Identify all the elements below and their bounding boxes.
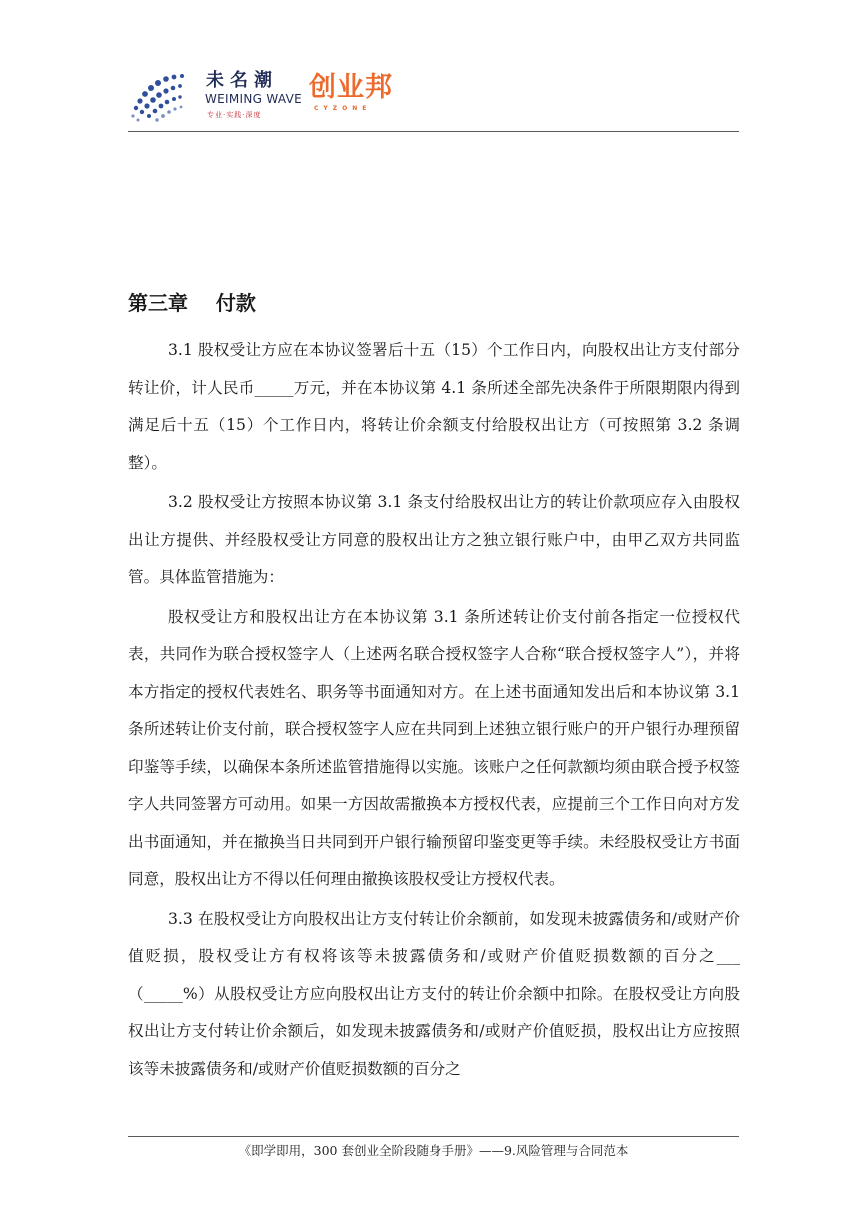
header-divider <box>128 131 739 132</box>
paragraph-supervision-measures: 股权受让方和股权出让方在本协议第 3.1 条所述转让价支付前各指定一位授权代表，共同作为联合授权签字人（上述两名联合授权签字人合称“联合授权签字人”），并将本方指定的授权代表姓名、职务等书面通知对方。在上述书面通知发出后和本协议第 3.1 条所述转让价支付前，联合授权签字人应在共同到上述独立银行账户的开户银行办理预留印鉴等手续，以确保本条所述监管措施得以实施。该账户之任何款额均须由联合授予权签字人共同签署方可动用。如果一方因故需撤换本方授权代表，应提前三个工作日向对方发出书面通知，并在撤换当日共同到开户银行输预留印鉴变更等手续。未经股权受让方书面同意，股权出让方不得以任何理由撤换该股权受让方授权代表。 <box>128 607 740 888</box>
weiming-wave-logo-icon <box>128 66 190 126</box>
partner-logo-subtext: CYZONE <box>314 105 372 112</box>
page-header <box>128 62 739 132</box>
brand-english-name: WEIMING WAVE <box>205 92 303 106</box>
document-body <box>128 286 740 1090</box>
brand-chinese-name: 未名潮 <box>206 70 278 91</box>
chapter-title: 第三章 付款 <box>128 291 256 315</box>
paragraph-3-2: 3.2 股权受让方按照本协议第 3.1 条支付给股权出让方的转让价款项应存入由股权出让方提供、并经股权受让方同意的股权出让方之独立银行账户中，由甲乙双方共同监管。具体监管措施为： <box>128 493 740 586</box>
page-footer: 《即学即用，300 套创业全阶段随身手册》——9.风险管理与合同范本 <box>238 1143 629 1158</box>
footer-divider <box>128 1136 739 1137</box>
paragraph-3-1: 3.1 股权受让方应在本协议签署后十五（15）个工作日内，向股权出让方支付部分转让价，计人民币_____万元，并在本协议第 4.1 条所述全部先决条件于所限期限内得到满足后十五（15）个工作日内，将转让价余额支付给股权出让方（可按照第 3.2 条调整）。 <box>128 341 740 472</box>
partner-logo-text: 创业邦 <box>309 72 393 103</box>
paragraph-3-3: 3.3 在股权受让方向股权出让方支付转让价余额前，如发现未披露债务和/或财产价值贬损，股权受让方有权将该等未披露债务和/或财产价值贬损数额的百分之___（_____%）从股权受让方应向股权出让方支付的转让价余额中扣除。在股权受让方向股权出让方支付转让价余额后，如发现未披露债务和/或财产价值贬损，股权出让方应按照该等未披露债务和/或财产价值贬损数额的百分之 <box>128 909 740 1078</box>
brand-slogan: 专业·实践·深度 <box>207 111 262 119</box>
